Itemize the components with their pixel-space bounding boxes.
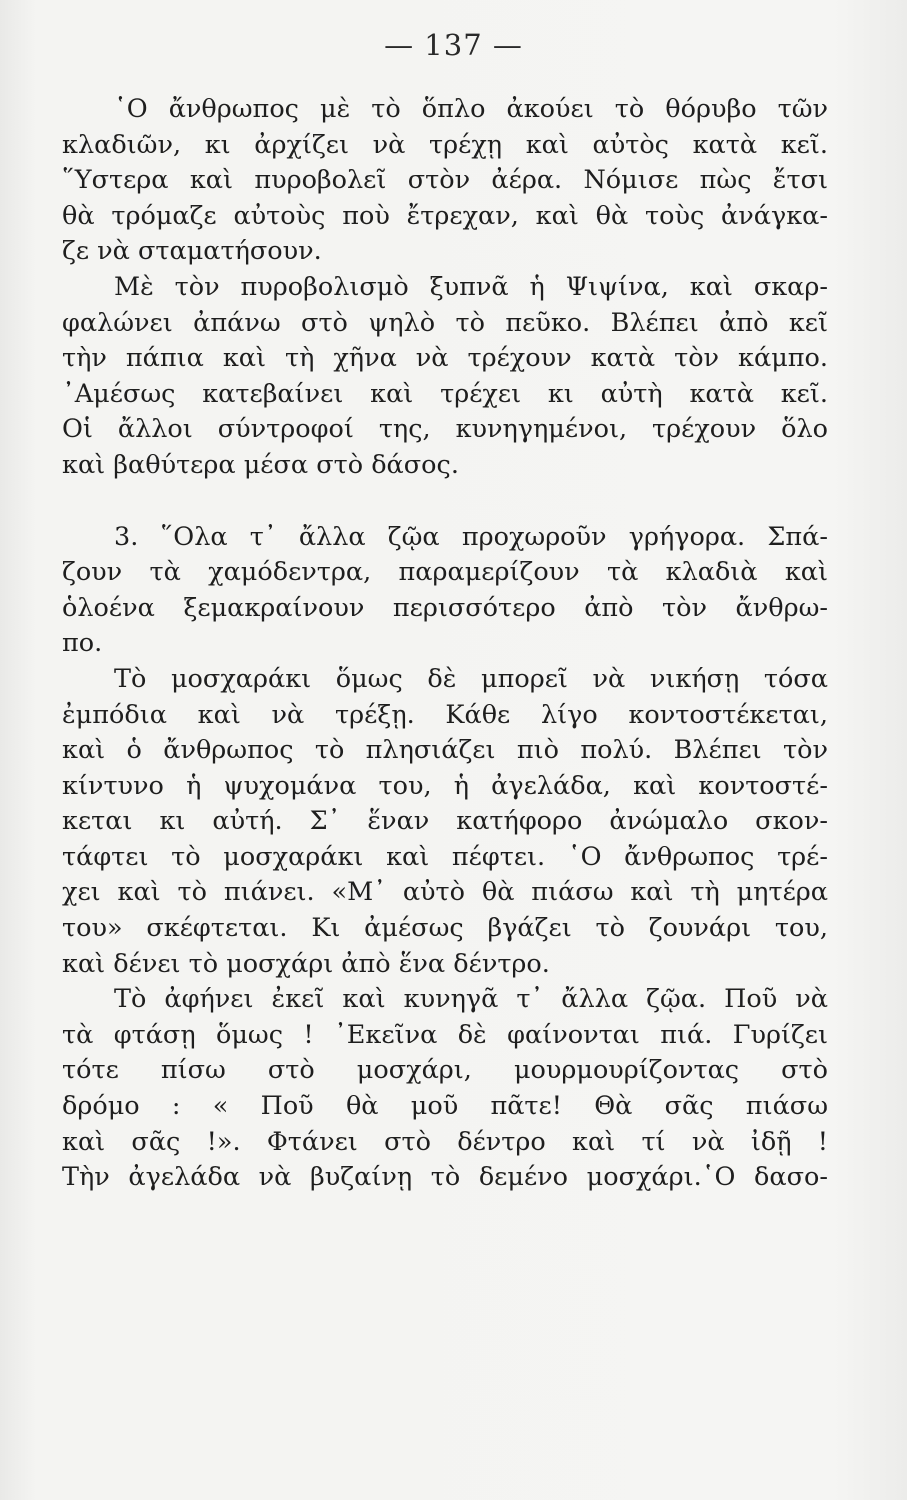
text-line: τὰ φτάσῃ ὅμως ! ᾿Εκεῖνα δὲ φαίνονται πιά. Γυρίζει [62,1019,828,1050]
text-line: ὁλοένα ξεμακραίνουν περισσότερο ἀπὸ τὸν ἄνθρω- [62,592,828,623]
text-line: Μὲ τὸν πυροβολισμὸ ξυπνᾶ ἡ Ψιψίνα, καὶ σκαρ- [114,271,828,302]
text-line: ῾Ο ἄνθρωπος μὲ τὸ ὅπλο ἀκούει τὸ θόρυβο τῶν [114,94,828,124]
paragraph [62,662,828,982]
text-line: ῞Υστερα καὶ πυροβολεῖ στὸν ἀέρα. Νόμισε πὼς ἔτσι [62,165,828,196]
paragraph [62,270,828,484]
paragraph [62,520,828,662]
text-line: ᾿Αμέσως κατεβαίνει καὶ τρέχει κι αὐτὴ κατὰ κεῖ. [62,378,828,409]
text-line: πο. [62,628,103,659]
text-line: Τὸ ἀφήνει ἐκεῖ καὶ κυνηγᾶ τ᾿ ἄλλα ζῷα. Ποῦ νὰ [114,984,828,1015]
text-line: ζουν τὰ χαμόδεντρα, παραμερίζουν τὰ κλαδιὰ καὶ [62,557,828,588]
body-text [62,92,828,1196]
text-line: καὶ βαθύτερα μέσα στὸ δάσος. [62,449,459,480]
text-line: τὴν πάπια καὶ τὴ χῆνα νὰ τρέχουν κατὰ τὸν κάμπο. [62,343,828,374]
text-line: καὶ σᾶς !». Φτάνει στὸ δέντρο καὶ τί νὰ ἰδῇ ! [62,1126,828,1157]
text-line: χει καὶ τὸ πιάνει. «Μ᾿ αὐτὸ θὰ πιάσω καὶ τὴ μητέρα [62,877,828,908]
text-line: καὶ ὁ ἄνθρωπος τὸ πλησιάζει πιὸ πολύ. Βλέπει τὸν [62,735,828,766]
text-line: ἐμπόδια καὶ νὰ τρέξῃ. Κάθε λίγο κοντοστέκεται, [62,699,828,730]
text-line: κλαδιῶν, κι ἀρχίζει νὰ τρέχῃ καὶ αὐτὸς κατὰ κεῖ. [62,129,828,160]
text-line: κίντυνο ἡ ψυχομάνα του, ἡ ἀγελάδα, καὶ κοντοστέ- [62,770,828,801]
paragraph-gap [62,484,828,520]
text-line: κεται κι αὐτή. Σ᾿ ἕναν κατήφορο ἀνώμαλο σκον- [62,806,828,837]
text-line: Τὸ μοσχαράκι ὅμως δὲ μπορεῖ νὰ νικήσῃ τόσα [114,663,828,694]
text-line: Τὴν ἀγελάδα νὰ βυζαίνῃ τὸ δεμένο μοσχάρι.῾Ο δασο- [62,1162,828,1193]
text-line: καὶ δένει τὸ μοσχάρι ἀπὸ ἕνα δέντρο. [62,948,550,979]
text-line: του» σκέφτεται. Κι ἀμέσως βγάζει τὸ ζουνάρι του, [62,913,828,944]
text-line: θὰ τρόμαζε αὐτοὺς ποὺ ἔτρεχαν, καὶ θὰ τοὺς ἀνάγκα- [62,200,828,231]
text-line: φαλώνει ἀπάνω στὸ ψηλὸ τὸ πεῦκο. Βλέπει ἀπὸ κεῖ [62,307,828,338]
paragraph [62,982,828,1196]
text-line: τάφτει τὸ μοσχαράκι καὶ πέφτει. ῾Ο ἄνθρωπος τρέ- [62,841,828,872]
text-line: 3. ῞Ολα τ᾿ ἄλλα ζῷα προχωροῦν γρήγορα. Σπά- [114,521,828,552]
paragraph [62,92,828,270]
text-line: τότε πίσω στὸ μοσχάρι, μουρμουρίζοντας στὸ [62,1055,828,1086]
text-line: Οἱ ἄλλοι σύντροφοί της, κυνηγημένοι, τρέχουν ὅλο [62,414,828,445]
text-line: δρόμο : « Ποῦ θὰ μοῦ πᾶτε! Θὰ σᾶς πιάσω [62,1091,828,1122]
page-number: — 137 — [384,28,523,62]
text-line: ζε νὰ σταματήσουν. [62,236,322,267]
